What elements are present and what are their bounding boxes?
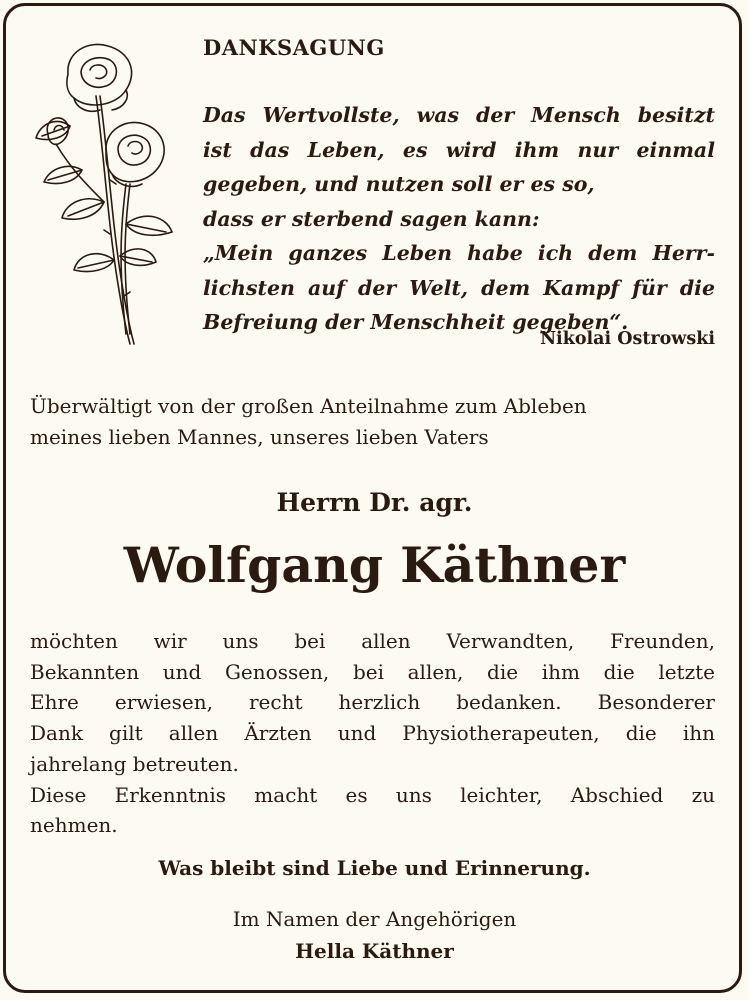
quote-author: Nikolai Ostrowski bbox=[540, 329, 715, 349]
quote-line: lichsten auf der Welt, dem Kampf für die bbox=[203, 275, 715, 300]
intro-text bbox=[30, 391, 720, 453]
intro-line: Überwältigt von der großen Anteilnahme zum Ableben bbox=[30, 394, 587, 418]
quote-line: Das Wertvollste, was der Mensch besitzt bbox=[203, 103, 715, 127]
body-text bbox=[30, 626, 715, 841]
body-line: Diese Erkenntnis macht es uns leichter, Abschied zu bbox=[30, 782, 715, 807]
body-line: jahrelang betreuten. bbox=[30, 751, 239, 776]
body-line: Dank gilt allen Ärzten und Physiotherapeuten, die ihn bbox=[30, 721, 715, 746]
deceased-name: Wolfgang Käthner bbox=[123, 536, 626, 594]
rose-icon bbox=[26, 34, 176, 354]
intro-line: meines lieben Mannes, unseres lieben Vaters bbox=[30, 425, 489, 449]
body-line: Ehre erwiesen, recht herzlich bedanken. Besonderer bbox=[30, 690, 715, 715]
deceased-honorific: Herrn Dr. agr. bbox=[276, 488, 473, 517]
closing-line: Was bleibt sind Liebe und Erinnerung. bbox=[158, 856, 591, 880]
quote-line: gegeben, und nutzen soll er es so, bbox=[203, 172, 595, 196]
quote-line: ist das Leben, es wird ihm nur einmal bbox=[203, 137, 715, 162]
signature-name: Hella Käthner bbox=[295, 939, 454, 963]
signature-intro: Im Namen der Angehörigen bbox=[232, 907, 517, 931]
body-line: Bekannten und Genossen, bei allen, die ihm die letzte bbox=[30, 659, 715, 684]
quote-block bbox=[203, 98, 715, 340]
quote-line: Befreiung der Menschheit gegeben“. bbox=[203, 310, 629, 334]
body-line: möchten wir uns bei allen Verwandten, Freunden, bbox=[30, 629, 715, 653]
body-line: nehmen. bbox=[30, 813, 118, 838]
quote-line: dass er sterbend sagen kann: bbox=[203, 206, 540, 231]
quote-line: „Mein ganzes Leben habe ich dem Herr- bbox=[203, 241, 715, 265]
notice-heading: DANKSAGUNG bbox=[203, 35, 385, 60]
